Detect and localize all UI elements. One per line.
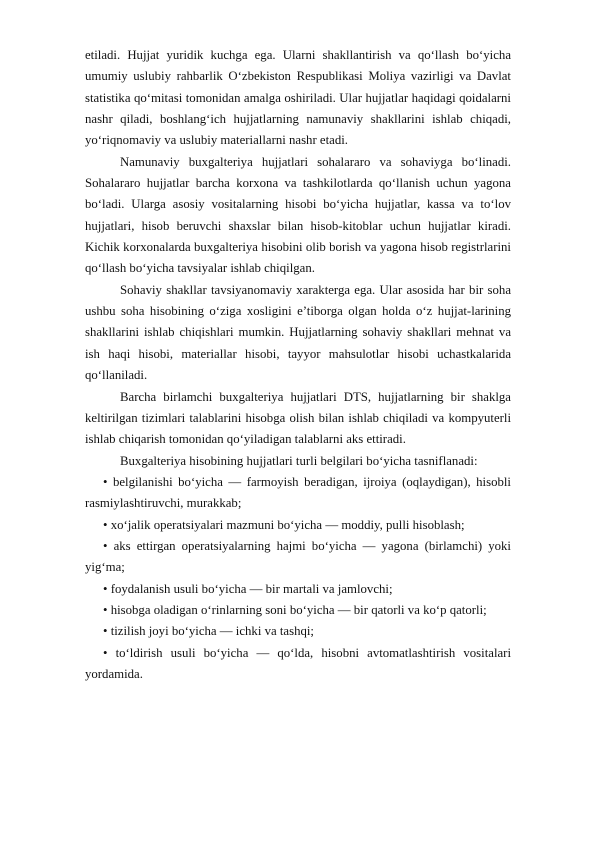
list-item-text: hisobga oladigan o‘rinlarning soni bo‘yicha — bir qatorli va ko‘p qatorli; (110, 602, 487, 617)
list-item (85, 600, 511, 621)
bullet-icon: • (103, 538, 108, 553)
list-item-text: to‘ldirish usuli bo‘yicha — qo‘lda, hisobni avtomatlashtirish vositalari yordamida. (85, 645, 512, 681)
bullet-icon: • (103, 645, 108, 660)
paragraph-classification-intro: Buxgalteriya hisobining hujjatlari turli belgilari bo‘yicha tasniflanadi: (120, 453, 478, 468)
bullet-icon: • (103, 602, 108, 617)
paragraph-continuation: etiladi. Hujjat yuridik kuchga ega. Ularni shakllantirish va qo‘llash bo‘yicha umumiy uslubiy rahbarlik O‘zbekiston Respublikasi Moliya vazirligi va Davlat statistika qo‘mitasi tomonidan amalga oshiriladi. Ular hujjatlar haqidagi qoidalarni nashr qiladi, boshlang‘ich hujjatlarning namunaviy shakllarini ishlab chiqadi, yo‘riqnomaviy va uslubiy materiallarni nashr etadi. (85, 48, 511, 148)
paragraph-document-types: Namunaviy buxgalteriya hujjatlari sohalararo va sohaviyga bo‘linadi. Sohalararo hujjatlar barcha korxona va tashkilotlarda qo‘llanish uchun yagona bo‘ladi. Ularga asosiy vositalarning hisobi bo‘yicha hujjatlar, kassa va to‘lov hujjatlari, hisob beruvchi shaxslar bilan hisob-kitoblar uchun hujjatlar kiradi. Kichik korxonalarda buxgalteriya hisobini olib borish va yagona hisob registrlarini qo‘llash bo‘yicha tavsiyalar ishlab chiqilgan. (85, 154, 511, 276)
list-item-text: foydalanish usuli bo‘yicha — bir martali va jamlovchi; (110, 581, 393, 596)
list-item-text: xo‘jalik operatsiyalari mazmuni bo‘yicha — moddiy, pulli hisoblash; (110, 517, 465, 532)
paragraph-sector-forms: Sohaviy shakllar tavsiyanomaviy xarakterga ega. Ular asosida har bir soha ushbu soha hisobining o‘ziga xosligini e’tiborga olgan holda o‘z hujjat-larining shakllarini ishlab chiqishlari mumkin. Hujjatlarning sohaviy shakllari mehnat va ish haqi hisobi, materiallar hisobi, tayyor mahsulotlar hisobi uchastkalarida qo‘llaniladi. (85, 282, 511, 383)
bullet-icon: • (103, 624, 108, 639)
paragraph-primary-documents: Barcha birlamchi buxgalteriya hujjatlari DTS, hujjatlarning bir shaklga keltirilgan tizimlari talablarini hisobga olish bilan ishlab chiqiladi va kompyuterli ishlab chiqarish tomonidan qo‘yiladigan talablarni aks ettiradi. (85, 389, 511, 447)
list-item-text: belgilanishi bo‘yicha — farmoyish beradigan, ijroiya (oqlaydigan), hisobli rasmiylashtiruvchi, murakkab; (85, 474, 511, 511)
list-item (85, 536, 511, 579)
bullet-icon: • (103, 517, 108, 532)
list-item (85, 621, 511, 642)
list-item (85, 472, 511, 515)
list-item-text: tizilish joyi bo‘yicha — ichki va tashqi; (110, 624, 314, 639)
document-body (85, 45, 511, 685)
list-item (85, 515, 511, 536)
bullet-icon: • (103, 474, 108, 489)
bullet-icon: • (103, 581, 108, 596)
list-item (85, 579, 511, 600)
list-item-text: aks ettirgan operatsiyalarning hajmi bo‘yicha — yagona (birlamchi) yoki yig‘ma; (85, 538, 511, 575)
list-item (85, 643, 511, 686)
